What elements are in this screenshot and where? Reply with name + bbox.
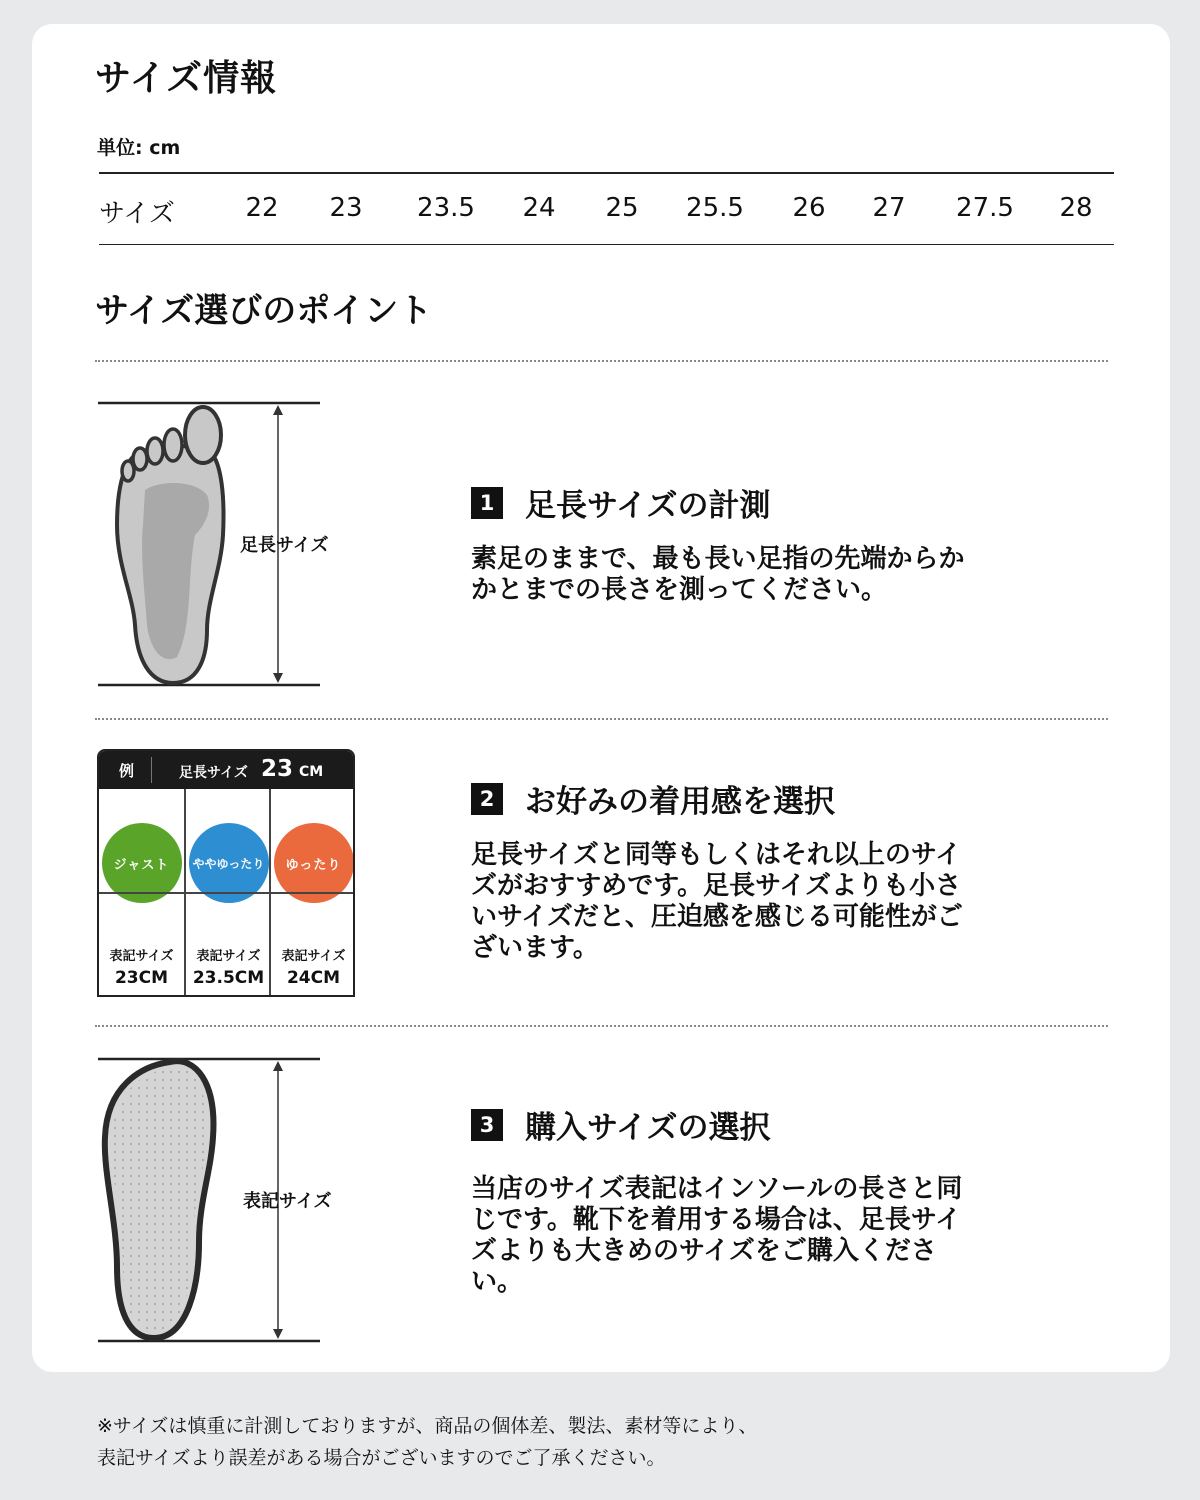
header-separator	[151, 757, 152, 783]
example-header	[99, 751, 353, 789]
marked-size-label: 表記サイズ	[243, 1191, 332, 1212]
section-2-number: 2	[471, 783, 503, 815]
footnote-line-1: ※サイズは慎重に計測しておりますが、商品の個体差、製法、素材等により、	[97, 1415, 758, 1437]
fit-circle-loose: ゆったり	[274, 823, 354, 903]
size-cell: 27.5	[956, 193, 1014, 223]
size-cell: 23	[329, 193, 363, 223]
section-3-title	[471, 1102, 771, 1147]
fit-size-label: 表記サイズ	[196, 949, 261, 964]
section-1-text: 素足のままで、最も長い足指の先端からかかとまでの長さを測ってください。	[471, 544, 965, 605]
section-2-heading: お好みの着用感を選択	[525, 784, 835, 820]
unit-label: 単位: cm	[97, 137, 181, 159]
fit-example-table	[97, 749, 355, 997]
size-cell: 28	[1059, 193, 1093, 223]
example-label: 例	[119, 762, 135, 780]
fit-circle-just: ジャスト	[102, 823, 182, 903]
section-2-title	[471, 776, 835, 821]
section-3-number: 3	[471, 1109, 503, 1141]
fit-size-value: 24CM	[286, 968, 341, 988]
size-cell: 25.5	[686, 193, 744, 223]
size-cell: 24	[522, 193, 556, 223]
fit-size-value: 23.5CM	[192, 968, 265, 988]
footnote	[97, 1410, 757, 1474]
example-foot-label: 足長サイズ	[179, 765, 248, 781]
size-table-row	[99, 175, 1114, 243]
fit-size-value: 23CM	[114, 968, 169, 988]
section-1-heading: 足長サイズの計測	[525, 488, 771, 524]
points-title: サイズ選びのポイント	[95, 291, 433, 331]
size-cell: 27	[872, 193, 906, 223]
size-cell: 23.5	[417, 193, 475, 223]
fit-size-label: 表記サイズ	[109, 949, 174, 964]
page-title: サイズ情報	[95, 58, 278, 99]
section-3-heading: 購入サイズの選択	[525, 1110, 771, 1146]
example-foot-value: 23	[261, 756, 294, 782]
table-bottom-rule	[99, 244, 1114, 245]
fit-size-label: 表記サイズ	[281, 949, 346, 964]
size-cell: 22	[245, 193, 279, 223]
size-row-label: サイズ	[99, 199, 175, 229]
section-2-text: 足長サイズと同等もしくはそれ以上のサイズがおすすめです。足長サイズよりも小さいサイズだと、圧迫感を感じる可能性がございます。	[471, 840, 963, 963]
fit-circle-slightly-loose: ややゆったり	[189, 823, 269, 903]
example-foot-unit: CM	[299, 764, 324, 780]
divider	[95, 360, 1108, 362]
footnote-line-2: 表記サイズより誤差がある場合がございますのでご了承ください。	[97, 1447, 666, 1469]
section-1-title	[471, 480, 771, 525]
table-divider	[99, 892, 353, 894]
section-1-number: 1	[471, 487, 503, 519]
divider	[95, 718, 1108, 720]
foot-length-label: 足長サイズ	[240, 535, 329, 556]
size-cell: 25	[605, 193, 639, 223]
section-3-text: 当店のサイズ表記はインソールの長さと同じです。靴下を着用する場合は、足長サイズよりも大きめのサイズをご購入ください。	[471, 1174, 963, 1297]
size-cell: 26	[792, 193, 826, 223]
divider	[95, 1025, 1108, 1027]
table-top-rule	[99, 172, 1114, 174]
